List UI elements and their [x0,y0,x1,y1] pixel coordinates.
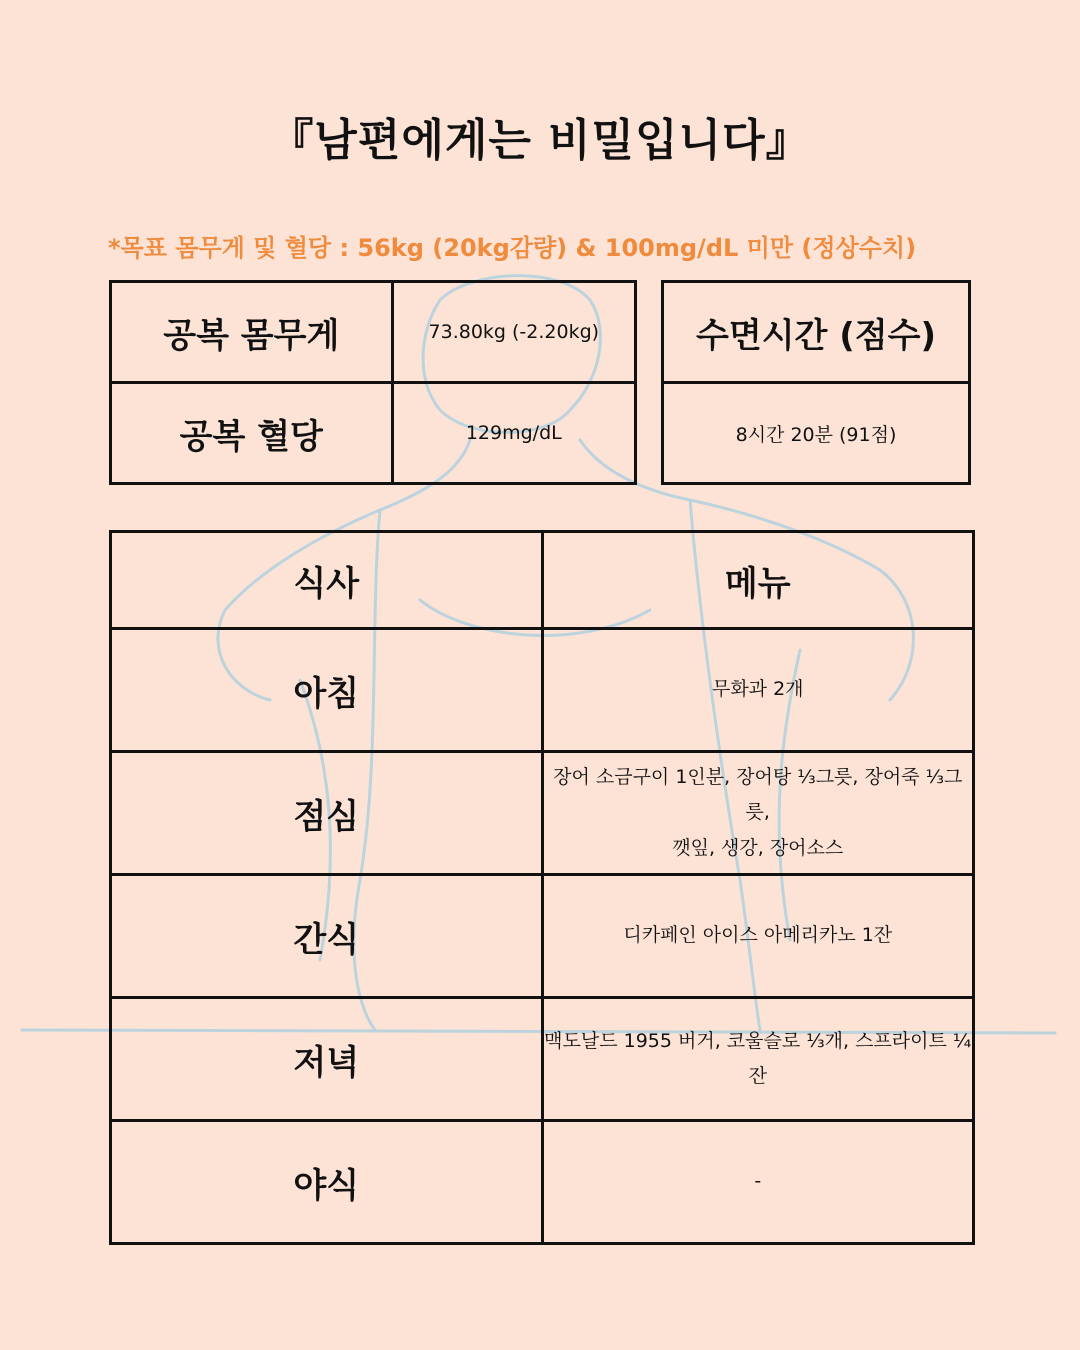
meal-column-header: 식사 [111,532,543,629]
meal-table-header [111,532,974,629]
goal-text: *목표 몸무게 및 혈당 : 56kg (20kg감량) & 100mg/dL 미만 (정상수치) [108,234,917,262]
table-row [111,1121,974,1244]
sugar-row [111,383,636,484]
sleep-label: 수면시간 (점수) [663,282,970,383]
sleep-value: 8시간 20분 (91점) [663,383,970,484]
meal-name: 야식 [111,1121,543,1244]
meal-name: 아침 [111,629,543,752]
meal-menu: 무화과 2개 [542,629,974,752]
menu-column-header: 메뉴 [542,532,974,629]
sleep-header-row [663,282,970,383]
table-row [111,875,974,998]
meal-menu: 장어 소금구이 1인분, 장어탕 ⅓그릇, 장어죽 ⅓그릇, 깻잎, 생강, 장어소스 [542,752,974,875]
sugar-label: 공복 혈당 [111,383,393,484]
sleep-table [661,280,971,485]
weight-sugar-table [109,280,637,485]
weight-row [111,282,636,383]
meal-menu: 디카페인 아이스 아메리카노 1잔 [542,875,974,998]
page-title: 『남편에게는 비밀입니다』 [269,115,811,166]
table-row [111,998,974,1121]
meal-menu: - [542,1121,974,1244]
meal-name: 저녁 [111,998,543,1121]
meal-menu: 맥도날드 1955 버거, 코울슬로 ⅓개, 스프라이트 ¼잔 [542,998,974,1121]
meal-name: 점심 [111,752,543,875]
meal-name: 간식 [111,875,543,998]
table-row [111,752,974,875]
sugar-value: 129mg/dL [392,383,635,484]
weight-label: 공복 몸무게 [111,282,393,383]
weight-value: 73.80kg (-2.20kg) [392,282,635,383]
sleep-value-row [663,383,970,484]
meal-table [109,530,975,1245]
table-row [111,629,974,752]
